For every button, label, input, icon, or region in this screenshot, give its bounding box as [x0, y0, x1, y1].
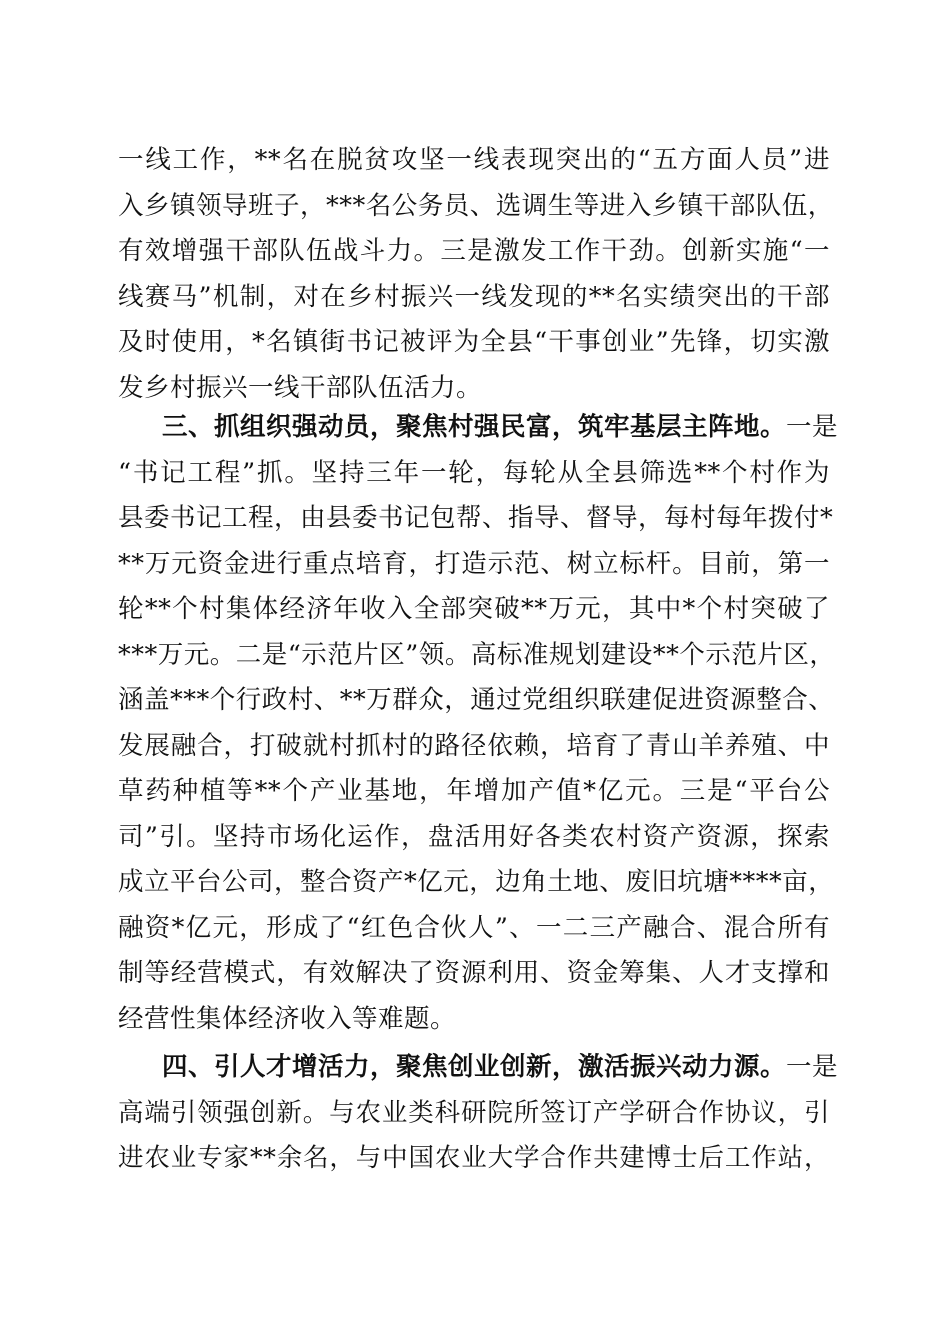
paragraph-1-line-1: 一线工作，**名在脱贫攻坚一线表现突出的“五方面人员”进 — [118, 145, 830, 175]
paragraph-2-line-11: 成立平台公司，整合资产*亿元，边角土地、废旧坑塘****亩， — [118, 867, 835, 897]
paragraph-2-line-4: **万元资金进行重点培育，打造示范、树立标杆。目前，第一 — [118, 548, 830, 579]
paragraph-2-line-5: 轮**个村集体经济年收入全部突破**万元，其中*个村突破了 — [118, 594, 830, 624]
section-heading-3: 三、抓组织强动员，聚焦村强民富，筑牢基层主阵地。 — [162, 412, 787, 442]
paragraph-2-line-9: 草药种植等**个产业基地，年增加产值*亿元。三是“平台公 — [118, 776, 830, 806]
paragraph-2-first-line — [118, 405, 839, 451]
paragraph-3-line-3: 进农业专家**余名，与中国农业大学合作共建博士后工作站， — [118, 1143, 830, 1173]
section-heading-4: 四、引人才增活力，聚焦创业创新，激活振兴动力源。 — [162, 1052, 787, 1082]
paragraph-2-line-7: 涵盖***个行政村、**万群众，通过党组织联建促进资源整合、 — [118, 685, 835, 715]
paragraph-1-line-6: 发乡村振兴一线干部队伍活力。 — [118, 372, 483, 403]
paragraph-2-line-2: “书记工程”抓。坚持三年一轮，每轮从全县筛选**个村作为 — [118, 457, 830, 488]
paragraph-1-line-3: 有效增强干部队伍战斗力。三是激发工作干劲。创新实施“一 — [118, 236, 830, 266]
paragraph-1-line-2: 入乡镇领导班子，***名公务员、选调生等进入乡镇干部队伍， — [118, 190, 834, 221]
paragraph-1-line-5: 及时使用，*名镇街书记被评为全县“干事创业”先锋，切实激 — [118, 327, 830, 357]
paragraph-2-line-10: 司”引。坚持市场化运作，盘活用好各类农村资产资源，探索 — [118, 821, 830, 852]
paragraph-3-line-2: 高端引领强创新。与农业类科研院所签订产学研合作协议，引 — [118, 1097, 830, 1128]
paragraph-2 — [118, 405, 839, 1042]
paragraph-1 — [118, 138, 834, 411]
paragraph-2-line-6: ***万元。二是“示范片区”领。高标准规划建设**个示范片区， — [118, 639, 836, 670]
paragraph-2-line-3: 县委书记工程，由县委书记包帮、指导、督导，每村每年拨付* — [118, 503, 834, 533]
paragraph-3-first-line-rest: 一是 — [786, 1052, 839, 1082]
paragraph-2-first-line-rest: 一是 — [786, 412, 839, 442]
paragraph-1-line-4: 线赛马”机制，对在乡村振兴一线发现的**名实绩突出的干部 — [118, 281, 830, 312]
paragraph-2-line-8: 发展融合，打破就村抓村的路径依赖，培育了青山羊养殖、中 — [118, 730, 830, 761]
paragraph-2-line-12: 融资*亿元，形成了“红色合伙人”、一二三产融合、混合所有 — [118, 912, 830, 943]
paragraph-2-line-13: 制等经营模式，有效解决了资源利用、资金筹集、人才支撑和 — [118, 958, 830, 988]
paragraph-3-first-line — [118, 1045, 839, 1091]
paragraph-3 — [118, 1045, 839, 1182]
paragraph-2-line-14: 经营性集体经济收入等难题。 — [118, 1003, 457, 1034]
